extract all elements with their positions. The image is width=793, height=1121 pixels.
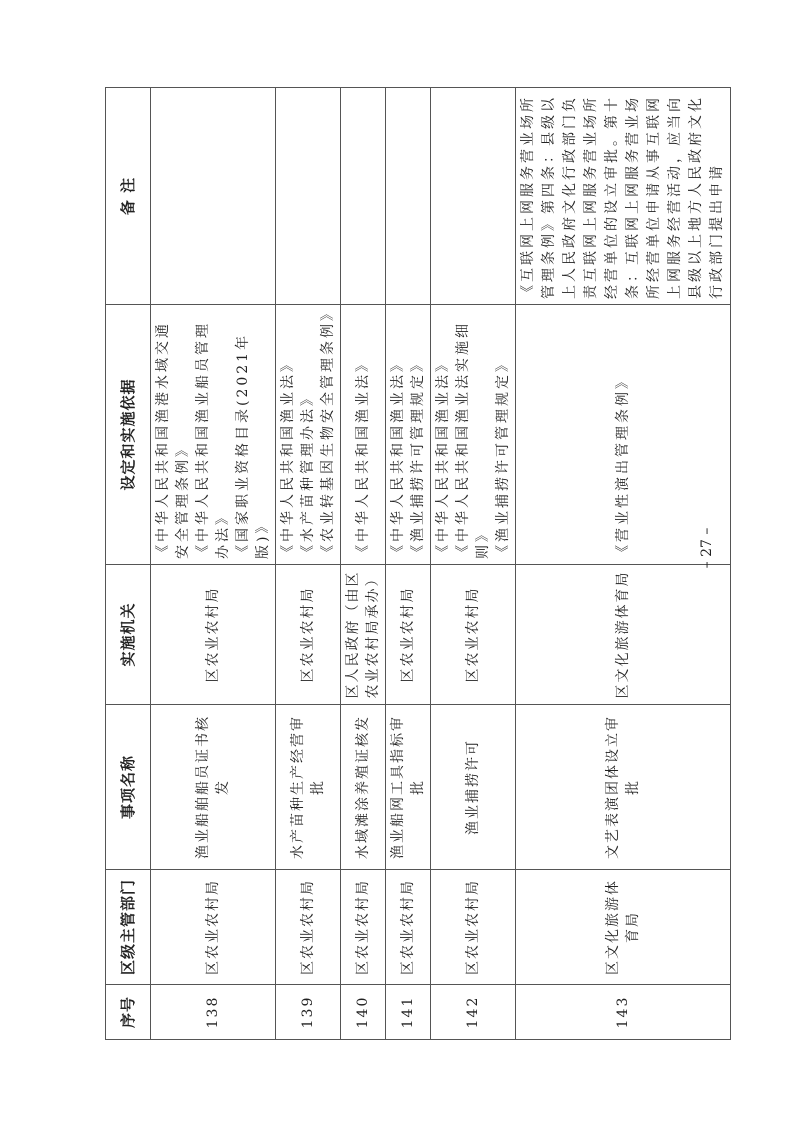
row-basis bbox=[341, 305, 386, 565]
basis-line: 《中华人民共和国渔业法实施细则》 bbox=[455, 321, 491, 559]
row-agency: 区农业农村局 bbox=[151, 565, 276, 705]
row-agency: 区农业农村局 bbox=[386, 565, 431, 705]
row-note bbox=[341, 88, 386, 305]
row-dept: 区农业农村局 bbox=[151, 870, 276, 985]
page-number: – 27 – bbox=[699, 527, 715, 569]
basis-line: 《中华人民共和国渔业法》 bbox=[355, 355, 371, 559]
table-header-row bbox=[106, 88, 151, 1040]
basis-line: 《中华人民共和国渔业法》 bbox=[435, 355, 451, 559]
row-agency: 区农业农村局 bbox=[276, 565, 341, 705]
row-no: 141 bbox=[386, 985, 431, 1040]
basis-line: 《中华人民共和国渔业法》 bbox=[280, 355, 296, 559]
basis-line: 《营业性演出管理条例》 bbox=[615, 372, 631, 559]
row-item: 水域滩涂养殖证核发 bbox=[341, 705, 386, 870]
row-basis bbox=[431, 305, 516, 565]
table-row bbox=[431, 88, 516, 1040]
basis-line: 《国家职业资格目录(2021年版)》 bbox=[235, 332, 271, 559]
row-item: 渔业船网工具指标审批 bbox=[386, 705, 431, 870]
row-dept: 区农业农村局 bbox=[431, 870, 516, 985]
table-row bbox=[341, 88, 386, 1040]
row-no: 138 bbox=[151, 985, 276, 1040]
row-dept: 区农业农村局 bbox=[341, 870, 386, 985]
row-no: 142 bbox=[431, 985, 516, 1040]
row-basis bbox=[151, 305, 276, 565]
row-note bbox=[276, 88, 341, 305]
header-no: 序号 bbox=[106, 985, 151, 1040]
table-row bbox=[276, 88, 341, 1040]
table-row bbox=[386, 88, 431, 1040]
row-dept: 区文化旅游体育局 bbox=[516, 870, 731, 985]
row-basis bbox=[386, 305, 431, 565]
header-note: 备 注 bbox=[106, 88, 151, 305]
table-row bbox=[151, 88, 276, 1040]
row-agency: 区人民政府（由区农业农村局承办） bbox=[341, 565, 386, 705]
header-basis: 设定和实施依据 bbox=[106, 305, 151, 565]
basis-line: 《渔业捕捞许可管理规定》 bbox=[495, 355, 511, 559]
row-item: 渔业捕捞许可 bbox=[431, 705, 516, 870]
row-note bbox=[431, 88, 516, 305]
row-item: 渔业船舶船员证书核发 bbox=[151, 705, 276, 870]
row-note bbox=[386, 88, 431, 305]
row-dept: 区农业农村局 bbox=[276, 870, 341, 985]
basis-line: 《中华人民共和国渔港水域交通安全管理条例》 bbox=[155, 321, 191, 559]
row-agency: 区文化旅游体育局 bbox=[516, 565, 731, 705]
row-dept: 区农业农村局 bbox=[386, 870, 431, 985]
header-agency: 实施机关 bbox=[106, 565, 151, 705]
basis-line: 《渔业捕捞许可管理规定》 bbox=[410, 355, 426, 559]
approval-items-table bbox=[105, 87, 731, 1040]
row-note: 《互联网上网服务营业场所管理条例》第四条：县级以上人民政府文化行政部门负责互联网上网服务营业场所经营单位的设立审批。第十条：互联网上网服务营业场所经营单位申请从事互联网上网服务经营活动，应当向县级以上地方人民政府文化行政部门提出申请 bbox=[516, 88, 731, 305]
row-no: 143 bbox=[516, 985, 731, 1040]
basis-line: 《农业转基因生物安全管理条例》 bbox=[320, 304, 336, 559]
row-note bbox=[151, 88, 276, 305]
basis-line: 《中华人民共和国渔业船员管理办法》 bbox=[195, 321, 231, 559]
basis-line: 《中华人民共和国渔业法》 bbox=[390, 355, 406, 559]
row-agency: 区农业农村局 bbox=[431, 565, 516, 705]
row-no: 139 bbox=[276, 985, 341, 1040]
row-item: 水产苗种生产经营审批 bbox=[276, 705, 341, 870]
basis-line: 《水产苗种管理办法》 bbox=[300, 389, 316, 559]
header-item: 事项名称 bbox=[106, 705, 151, 870]
row-item: 文艺表演团体设立审批 bbox=[516, 705, 731, 870]
row-no: 140 bbox=[341, 985, 386, 1040]
header-dept: 区级主管部门 bbox=[106, 870, 151, 985]
row-basis bbox=[276, 305, 341, 565]
